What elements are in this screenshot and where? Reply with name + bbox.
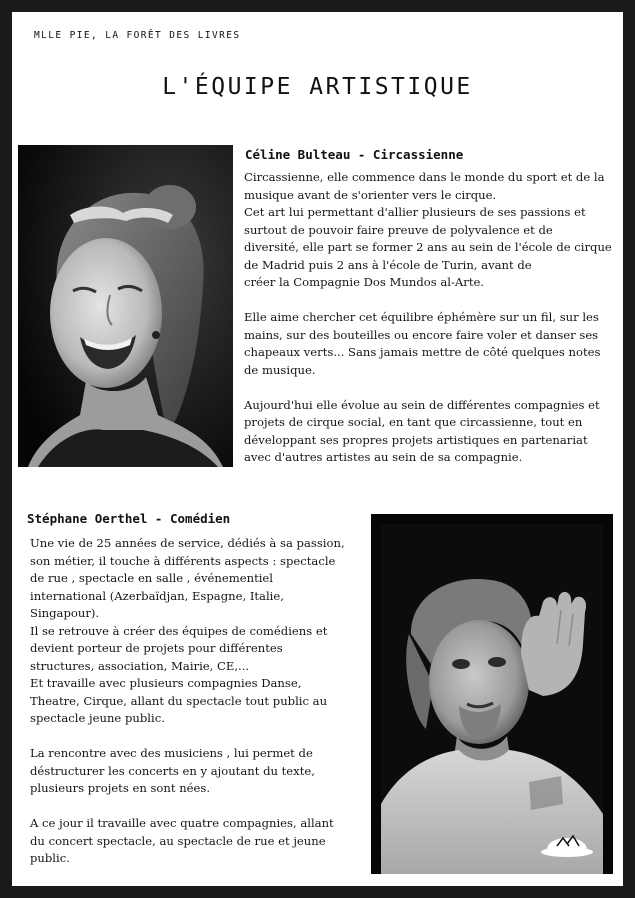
bio-line: structures, association, Mairie, CE,...	[30, 658, 250, 673]
bio-paragraph	[244, 397, 616, 467]
bio-line: Singapour).	[30, 606, 100, 620]
bio-line: mains, sur des bouteilles ou encore faire voler et danser ses	[244, 327, 599, 342]
bio-line: son métier, il touche à différents aspects : spectacle	[30, 553, 336, 568]
bio-line: Il se retrouve à créer des équipes de comédiens et	[30, 623, 328, 638]
portrait-photo-stephane	[371, 514, 613, 874]
bio-line: de musique.	[244, 362, 316, 377]
bio-paragraph	[244, 309, 616, 379]
bio-paragraph	[30, 815, 365, 868]
bio-paragraph	[30, 745, 365, 798]
portrait-photo-celine	[18, 145, 233, 467]
bio-line: Aujourd'hui elle évolue au sein de différentes compagnies et	[244, 397, 600, 412]
bio-line: public.	[30, 851, 70, 865]
bio-line: surtout de pouvoir faire preuve de polyvalence et de	[244, 222, 553, 237]
bio-line: Circassienne, elle commence dans le monde du sport et de la	[244, 170, 605, 184]
header-label: MLLE PIE, LA FORÊT DES LIVRES	[34, 30, 241, 41]
bio-line: déstructurer les concerts en y ajoutant du texte,	[30, 763, 315, 778]
bio-stephane	[30, 535, 365, 868]
bio-line: spectacle jeune public.	[30, 711, 165, 725]
bio-line: développant ses propres projets artistiques en partenariat	[244, 432, 588, 447]
bio-line: diversité, elle part se former 2 ans au sein de l'école de cirque	[244, 240, 612, 254]
bio-line: de rue , spectacle en salle , événementiel	[30, 571, 274, 585]
bio-line: devient porteur de projets pour différentes	[30, 641, 283, 655]
bio-line: A ce jour il travaille avec quatre compagnies, allant	[30, 816, 334, 830]
bio-line: Theatre, Cirque, allant du spectacle tout public au	[30, 693, 328, 708]
bio-paragraph	[244, 169, 616, 292]
bio-line: Elle aime chercher cet équilibre éphémère sur un fil, sur les	[244, 310, 599, 324]
page-title: L'ÉQUIPE ARTISTIQUE	[162, 74, 473, 100]
bio-line: avec d'autres artistes au sein de sa compagnie.	[244, 450, 523, 464]
document-page	[12, 12, 623, 886]
bio-line: plusieurs projets en sont nées.	[30, 781, 211, 795]
bio-line: international (Azerbaïdjan, Espagne, Italie,	[30, 588, 284, 603]
member-name-celine: Céline Bulteau - Circassienne	[245, 147, 464, 162]
bio-line: Et travaille avec plusieurs compagnies Danse,	[30, 676, 302, 690]
bio-line: créer la Compagnie Dos Mundos al-Arte.	[244, 275, 485, 289]
bio-line: projets de cirque social, en tant que circassienne, tout en	[244, 415, 583, 429]
bio-line: La rencontre avec des musiciens , lui permet de	[30, 746, 313, 760]
bio-line: de Madrid puis 2 ans à l'école de Turin, avant de	[244, 257, 532, 272]
member-name-stephane: Stéphane Oerthel - Comédien	[27, 511, 231, 526]
bio-line: du concert spectacle, au spectacle de rue et jeune	[30, 833, 326, 848]
bio-paragraph	[30, 535, 365, 728]
bio-celine	[244, 169, 616, 467]
bio-line: Une vie de 25 années de service, dédiés à sa passion,	[30, 536, 345, 550]
bio-line: musique avant de s'orienter vers le cirque.	[244, 187, 497, 202]
bio-line: chapeaux verts... Sans jamais mettre de côté quelques notes	[244, 345, 601, 359]
bio-line: Cet art lui permettant d'allier plusieurs de ses passions et	[244, 205, 586, 219]
